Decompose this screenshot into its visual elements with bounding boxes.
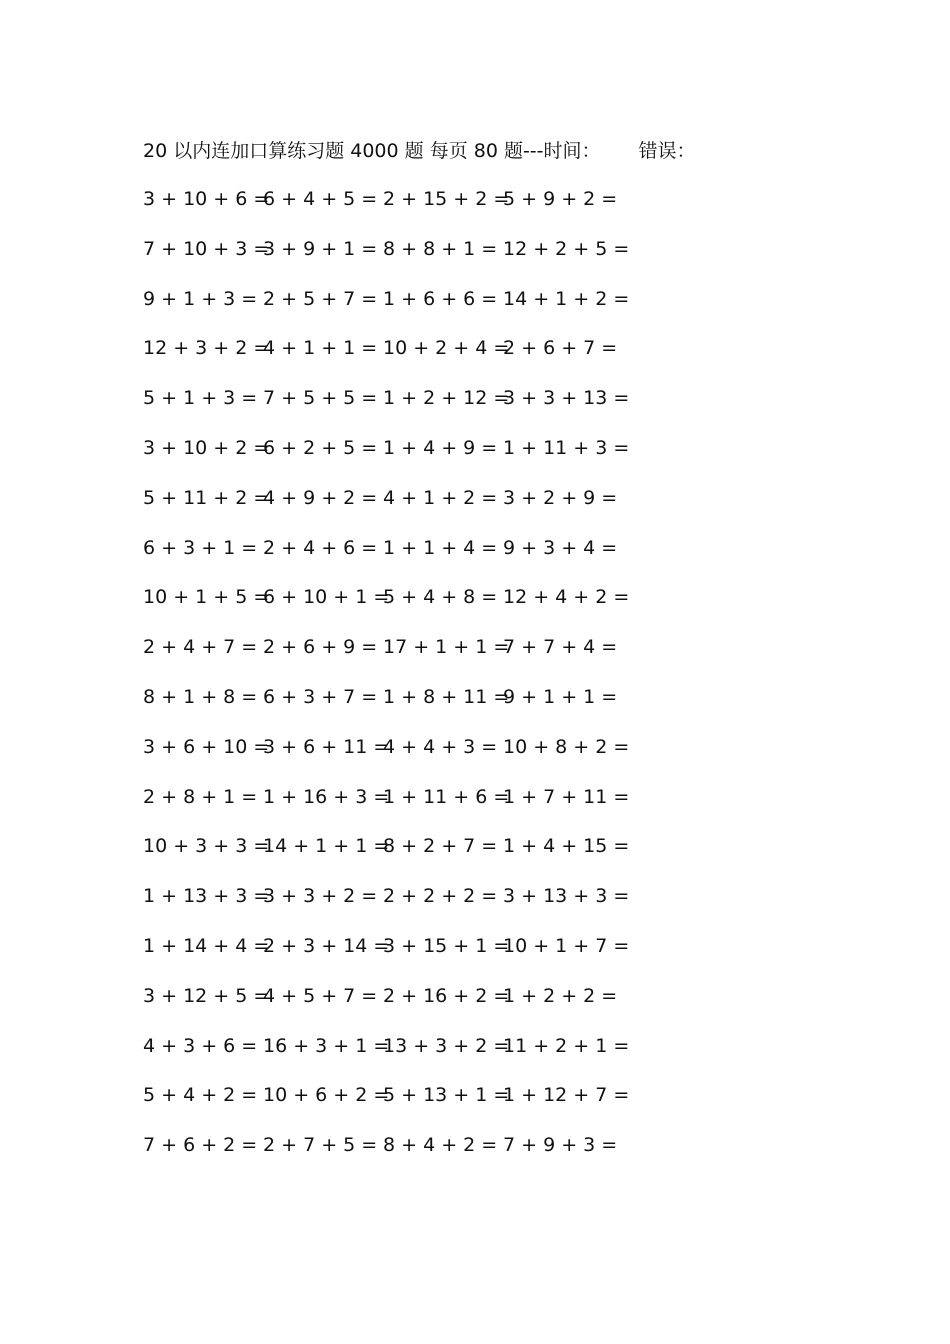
problem-text: 2 + 3 + 14 = — [263, 934, 390, 957]
problem-item — [143, 433, 269, 463]
problem-text: 6 + 2 + 5 = — [263, 436, 378, 459]
problem-text: 4 + 5 + 7 = — [263, 984, 378, 1007]
problem-text: 8 + 8 + 1 = — [383, 237, 498, 260]
problem-item — [263, 1130, 377, 1160]
problem-text: 7 + 6 + 2 = — [143, 1134, 258, 1157]
problem-text: 8 + 1 + 8 = — [143, 685, 258, 708]
problem-item — [263, 234, 377, 264]
problem-item — [143, 333, 269, 363]
problem-item — [143, 284, 257, 314]
problem-item — [383, 1031, 509, 1061]
problem-item — [503, 931, 629, 961]
problem-item — [383, 284, 497, 314]
problem-text: 2 + 8 + 1 = — [143, 785, 258, 808]
problem-item — [143, 881, 269, 911]
problem-item — [383, 831, 497, 861]
problem-item — [143, 732, 269, 762]
problem-text: 2 + 7 + 5 = — [263, 1134, 378, 1157]
problem-item — [503, 1130, 617, 1160]
problem-text: 3 + 10 + 6 = — [143, 188, 270, 210]
problem-text: 2 + 4 + 7 = — [143, 636, 258, 659]
problem-item — [143, 632, 257, 662]
problem-item — [503, 582, 629, 612]
problem-text: 6 + 4 + 5 = — [263, 188, 378, 210]
problem-text: 10 + 3 + 3 = — [143, 835, 270, 858]
problem-item — [263, 881, 377, 911]
problem-text: 2 + 6 + 9 = — [263, 636, 378, 659]
problem-text: 3 + 3 + 13 = — [503, 387, 630, 410]
problem-text: 1 + 14 + 4 = — [143, 934, 270, 957]
problem-item — [503, 981, 617, 1011]
problem-text: 5 + 9 + 2 = — [503, 188, 618, 210]
problem-text: 1 + 4 + 9 = — [383, 436, 498, 459]
problem-item — [143, 1080, 257, 1110]
problem-text: 4 + 1 + 2 = — [383, 486, 498, 509]
problem-item — [383, 582, 497, 612]
problem-item — [503, 632, 617, 662]
problem-item — [503, 433, 629, 463]
problem-item — [503, 782, 629, 812]
problem-text: 11 + 2 + 1 = — [503, 1034, 630, 1057]
problem-item — [263, 582, 389, 612]
problem-item — [503, 682, 617, 712]
problem-item — [383, 881, 497, 911]
problem-item — [263, 184, 377, 214]
problem-text: 8 + 2 + 7 = — [383, 835, 498, 858]
problem-item — [263, 682, 377, 712]
problem-item — [383, 981, 509, 1011]
problem-text: 3 + 9 + 1 = — [263, 237, 378, 260]
problem-item — [383, 483, 497, 513]
problem-item — [383, 931, 509, 961]
problem-text: 8 + 4 + 2 = — [383, 1134, 498, 1157]
worksheet-title: 20 以内连加口算练习题 4000 题 每页 80 题---时间： — [143, 140, 601, 162]
problem-item — [143, 483, 269, 513]
problem-item — [263, 483, 377, 513]
problem-text: 4 + 3 + 6 = — [143, 1034, 258, 1057]
problem-text: 1 + 11 + 6 = — [383, 785, 510, 808]
problem-text: 5 + 11 + 2 = — [143, 486, 270, 509]
problem-text: 16 + 3 + 1 = — [263, 1034, 390, 1057]
problem-text: 13 + 3 + 2 = — [383, 1034, 510, 1057]
problem-item — [383, 782, 509, 812]
problem-item — [383, 333, 509, 363]
problem-item — [383, 1130, 497, 1160]
problem-item — [503, 533, 617, 563]
problem-text: 5 + 4 + 8 = — [383, 586, 498, 609]
problem-item — [263, 831, 389, 861]
problem-item — [143, 1130, 257, 1160]
problem-item — [383, 533, 497, 563]
problem-item — [263, 1080, 389, 1110]
problem-text: 4 + 4 + 3 = — [383, 735, 498, 758]
problem-text: 5 + 13 + 1 = — [383, 1084, 510, 1107]
problem-text: 1 + 7 + 11 = — [503, 785, 630, 808]
problem-item — [143, 582, 269, 612]
problem-text: 12 + 3 + 2 = — [143, 337, 270, 360]
problem-text: 7 + 9 + 3 = — [503, 1134, 618, 1157]
problem-text: 3 + 15 + 1 = — [383, 934, 510, 957]
problem-item — [143, 1031, 257, 1061]
problem-item — [503, 184, 617, 214]
problem-text: 10 + 6 + 2 = — [263, 1084, 390, 1107]
problem-item — [143, 383, 257, 413]
problem-text: 2 + 5 + 7 = — [263, 287, 378, 310]
problem-text: 1 + 4 + 15 = — [503, 835, 630, 858]
problem-text: 5 + 1 + 3 = — [143, 387, 258, 410]
problem-item — [263, 284, 377, 314]
problem-text: 2 + 16 + 2 = — [383, 984, 510, 1007]
problem-item — [383, 383, 509, 413]
problem-item — [503, 881, 629, 911]
problem-item — [383, 184, 509, 214]
problem-text: 2 + 15 + 2 = — [383, 188, 510, 210]
problem-text: 17 + 1 + 1 = — [383, 636, 510, 659]
problem-item — [503, 333, 617, 363]
problem-text: 1 + 11 + 3 = — [503, 436, 630, 459]
problem-text: 7 + 7 + 4 = — [503, 636, 618, 659]
problem-text: 7 + 5 + 5 = — [263, 387, 378, 410]
problem-item — [383, 632, 509, 662]
problem-item — [383, 1080, 509, 1110]
problem-text: 6 + 3 + 7 = — [263, 685, 378, 708]
problem-text: 10 + 2 + 4 = — [383, 337, 510, 360]
problem-item — [143, 782, 257, 812]
problem-text: 4 + 1 + 1 = — [263, 337, 378, 360]
problem-item — [383, 433, 497, 463]
problem-text: 10 + 1 + 5 = — [143, 586, 270, 609]
problem-item — [143, 184, 269, 214]
problem-text: 1 + 8 + 11 = — [383, 685, 510, 708]
problem-item — [503, 732, 629, 762]
problem-item — [503, 234, 629, 264]
problem-item — [143, 682, 257, 712]
problem-text: 9 + 1 + 1 = — [503, 685, 618, 708]
problem-item — [263, 533, 377, 563]
problem-text: 3 + 13 + 3 = — [503, 885, 630, 908]
problem-item — [263, 1031, 389, 1061]
problem-item — [263, 333, 377, 363]
problem-text: 1 + 12 + 7 = — [503, 1084, 630, 1107]
problem-item — [263, 782, 389, 812]
problem-item — [263, 632, 377, 662]
problem-text: 10 + 8 + 2 = — [503, 735, 630, 758]
problem-item — [263, 433, 377, 463]
problem-item — [143, 981, 269, 1011]
problem-text: 10 + 1 + 7 = — [503, 934, 630, 957]
problem-text: 12 + 4 + 2 = — [503, 586, 630, 609]
problem-text: 4 + 9 + 2 = — [263, 486, 378, 509]
problem-item — [383, 234, 497, 264]
errors-label: 错误： — [638, 140, 696, 162]
problem-text: 1 + 2 + 12 = — [383, 387, 510, 410]
problem-item — [143, 931, 269, 961]
problem-item — [503, 483, 617, 513]
problem-text: 2 + 2 + 2 = — [383, 885, 498, 908]
problem-text: 1 + 1 + 4 = — [383, 536, 498, 559]
problem-item — [263, 931, 389, 961]
problem-item — [263, 732, 389, 762]
problem-item — [383, 682, 509, 712]
problem-text: 1 + 6 + 6 = — [383, 287, 498, 310]
problem-text: 3 + 12 + 5 = — [143, 984, 270, 1007]
problem-item — [263, 981, 377, 1011]
problem-text: 3 + 6 + 11 = — [263, 735, 390, 758]
problem-text: 9 + 3 + 4 = — [503, 536, 618, 559]
problem-item — [143, 831, 269, 861]
problem-text: 2 + 4 + 6 = — [263, 536, 378, 559]
problem-text: 9 + 1 + 3 = — [143, 287, 258, 310]
problem-text: 2 + 6 + 7 = — [503, 337, 618, 360]
problem-item — [143, 234, 269, 264]
problem-item — [503, 1031, 629, 1061]
problem-text: 1 + 2 + 2 = — [503, 984, 618, 1007]
problem-text: 1 + 16 + 3 = — [263, 785, 390, 808]
problem-text: 3 + 3 + 2 = — [263, 885, 378, 908]
problem-item — [143, 533, 257, 563]
problem-item — [263, 383, 377, 413]
problem-item — [383, 732, 497, 762]
problem-text: 6 + 3 + 1 = — [143, 536, 258, 559]
problem-text: 3 + 10 + 2 = — [143, 436, 270, 459]
problem-text: 12 + 2 + 5 = — [503, 237, 630, 260]
problem-item — [503, 1080, 629, 1110]
problem-text: 3 + 6 + 10 = — [143, 735, 270, 758]
problem-text: 3 + 2 + 9 = — [503, 486, 618, 509]
problem-item — [503, 831, 629, 861]
problem-text: 6 + 10 + 1 = — [263, 586, 390, 609]
problem-text: 5 + 4 + 2 = — [143, 1084, 258, 1107]
problem-text: 14 + 1 + 2 = — [503, 287, 630, 310]
problem-item — [503, 383, 629, 413]
worksheet-header — [143, 136, 696, 166]
problem-text: 7 + 10 + 3 = — [143, 237, 270, 260]
problem-text: 1 + 13 + 3 = — [143, 885, 270, 908]
problem-text: 14 + 1 + 1 = — [263, 835, 390, 858]
problem-item — [503, 284, 629, 314]
